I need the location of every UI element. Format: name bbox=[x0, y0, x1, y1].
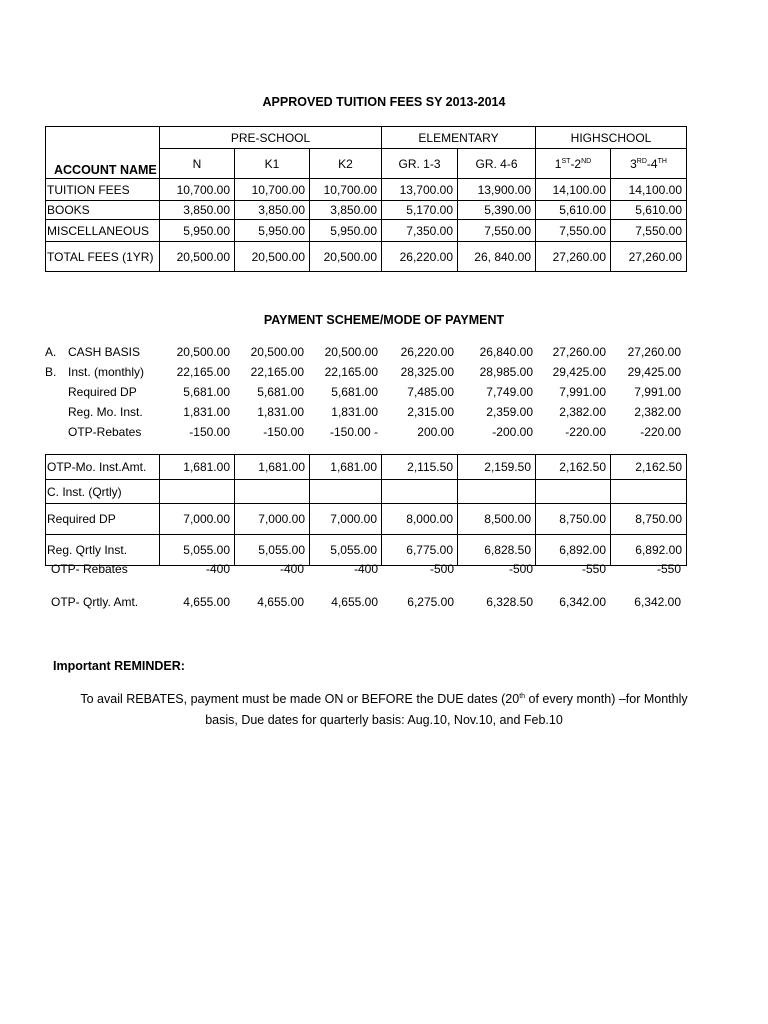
installment-table bbox=[45, 454, 687, 566]
table-cell: 6,892.00 bbox=[536, 535, 611, 566]
row-value: -550 bbox=[581, 562, 606, 576]
table-row bbox=[46, 480, 687, 504]
row-value: 200.00 bbox=[417, 425, 454, 439]
table-cell bbox=[458, 480, 536, 504]
table-cell: 10,700.00 bbox=[235, 179, 310, 201]
table-cell: 5,950.00 bbox=[235, 220, 310, 242]
row-value: 22,165.00 bbox=[324, 365, 378, 379]
table-cell bbox=[382, 480, 458, 504]
row-value: -400 bbox=[353, 562, 378, 576]
table-cell: 3,850.00 bbox=[235, 201, 310, 220]
row-prefix: A. bbox=[45, 345, 57, 359]
row-value: 27,260.00 bbox=[627, 345, 681, 359]
table-cell: 13,900.00 bbox=[458, 179, 536, 201]
table-cell bbox=[536, 480, 611, 504]
row-value: -220.00 bbox=[640, 425, 681, 439]
table-cell: 5,055.00 bbox=[235, 535, 310, 566]
row-prefix: B. bbox=[45, 365, 57, 379]
row-value: 6,328.50 bbox=[486, 595, 533, 609]
table-cell: 7,550.00 bbox=[611, 220, 687, 242]
table-cell: 1,681.00 bbox=[310, 455, 382, 480]
table-cell: 7,000.00 bbox=[310, 504, 382, 535]
row-value: 2,359.00 bbox=[486, 405, 533, 419]
row-label: Required DP bbox=[46, 504, 160, 535]
row-value: 28,325.00 bbox=[400, 365, 454, 379]
table-cell: 26, 840.00 bbox=[458, 242, 536, 272]
row-value: 2,315.00 bbox=[407, 405, 454, 419]
table-cell bbox=[310, 480, 382, 504]
row-label: Reg. Qrtly Inst. bbox=[46, 535, 160, 566]
row-value: 7,485.00 bbox=[407, 385, 454, 399]
level-header-hs-1: 1ST-2ND bbox=[536, 149, 611, 179]
table-row bbox=[46, 535, 687, 566]
table-cell: 7,350.00 bbox=[382, 220, 458, 242]
table-cell: 8,750.00 bbox=[611, 504, 687, 535]
row-value: -500 bbox=[508, 562, 533, 576]
row-value: 7,749.00 bbox=[486, 385, 533, 399]
table-row bbox=[46, 179, 687, 201]
row-label: OTP-Mo. Inst.Amt. bbox=[46, 455, 160, 480]
payment-scheme-title: PAYMENT SCHEME/MODE OF PAYMENT bbox=[263, 313, 505, 327]
level-header: K2 bbox=[310, 149, 382, 179]
table-row bbox=[46, 220, 687, 242]
table-cell: 5,610.00 bbox=[611, 201, 687, 220]
row-value: 2,382.00 bbox=[634, 405, 681, 419]
table-cell: 7,550.00 bbox=[458, 220, 536, 242]
group-header-preschool: PRE-SCHOOL bbox=[160, 127, 382, 149]
table-cell: 2,159.50 bbox=[458, 455, 536, 480]
row-value: -150.00 - bbox=[329, 425, 378, 439]
group-header-highschool: HIGHSCHOOL bbox=[536, 127, 687, 149]
row-label: Required DP bbox=[68, 385, 137, 399]
table-cell: 27,260.00 bbox=[536, 242, 611, 272]
table-cell: 8,500.00 bbox=[458, 504, 536, 535]
row-value: -500 bbox=[429, 562, 454, 576]
row-value: 26,220.00 bbox=[400, 345, 454, 359]
row-label: BOOKS bbox=[46, 201, 160, 220]
row-value: 5,681.00 bbox=[257, 385, 304, 399]
row-value: 29,425.00 bbox=[627, 365, 681, 379]
reminder-line-2: basis, Due dates for quarterly basis: Aug.10, Nov.10, and Feb.10 bbox=[205, 713, 563, 727]
level-header-hs-2: 3RD-4TH bbox=[611, 149, 687, 179]
table-cell: 1,681.00 bbox=[235, 455, 310, 480]
row-value: 20,500.00 bbox=[176, 345, 230, 359]
row-value: 6,342.00 bbox=[634, 595, 681, 609]
table-cell bbox=[235, 480, 310, 504]
row-label: CASH BASIS bbox=[68, 345, 141, 359]
table-cell: 14,100.00 bbox=[611, 179, 687, 201]
account-name-header: ACCOUNT NAME bbox=[54, 163, 157, 177]
table-cell bbox=[611, 480, 687, 504]
row-value: -400 bbox=[205, 562, 230, 576]
table-cell: 5,390.00 bbox=[458, 201, 536, 220]
table-cell: 3,850.00 bbox=[160, 201, 235, 220]
table-cell: 3,850.00 bbox=[310, 201, 382, 220]
row-value: 7,991.00 bbox=[559, 385, 606, 399]
row-label: OTP- Qrtly. Amt. bbox=[51, 595, 139, 609]
row-label: C. Inst. (Qrtly) bbox=[46, 480, 160, 504]
row-value: 5,681.00 bbox=[183, 385, 230, 399]
row-label: OTP-Rebates bbox=[68, 425, 142, 439]
table-cell: 7,550.00 bbox=[536, 220, 611, 242]
table-cell: 5,610.00 bbox=[536, 201, 611, 220]
row-value: -400 bbox=[279, 562, 304, 576]
row-value: -150.00 bbox=[263, 425, 304, 439]
table-row bbox=[46, 504, 687, 535]
row-value: 1,831.00 bbox=[331, 405, 378, 419]
table-cell: 6,828.50 bbox=[458, 535, 536, 566]
row-value: 26,840.00 bbox=[479, 345, 533, 359]
row-value: -550 bbox=[656, 562, 681, 576]
table-cell: 20,500.00 bbox=[160, 242, 235, 272]
fees-table bbox=[45, 126, 687, 272]
table-cell: 10,700.00 bbox=[160, 179, 235, 201]
row-label: TUITION FEES bbox=[46, 179, 160, 201]
row-value: 28,985.00 bbox=[479, 365, 533, 379]
table-row bbox=[46, 201, 687, 220]
row-label: OTP- Rebates bbox=[51, 562, 128, 576]
document-title: APPROVED TUITION FEES SY 2013-2014 bbox=[262, 95, 506, 109]
row-value: -200.00 bbox=[492, 425, 533, 439]
table-cell: 7,000.00 bbox=[160, 504, 235, 535]
table-row bbox=[46, 242, 687, 272]
row-value: 6,342.00 bbox=[559, 595, 606, 609]
row-value: -150.00 bbox=[189, 425, 230, 439]
row-label: Reg. Mo. Inst. bbox=[68, 405, 143, 419]
row-value: 4,655.00 bbox=[257, 595, 304, 609]
table-cell: 20,500.00 bbox=[235, 242, 310, 272]
table-cell: 6,775.00 bbox=[382, 535, 458, 566]
row-value: 6,275.00 bbox=[407, 595, 454, 609]
table-cell: 27,260.00 bbox=[611, 242, 687, 272]
row-value: 22,165.00 bbox=[250, 365, 304, 379]
table-cell: 2,115.50 bbox=[382, 455, 458, 480]
table-cell: 6,892.00 bbox=[611, 535, 687, 566]
level-header: GR. 1-3 bbox=[382, 149, 458, 179]
table-row bbox=[46, 455, 687, 480]
row-value: 29,425.00 bbox=[552, 365, 606, 379]
table-cell: 13,700.00 bbox=[382, 179, 458, 201]
table-cell: 20,500.00 bbox=[310, 242, 382, 272]
reminder-title: Important REMINDER: bbox=[53, 659, 185, 673]
table-cell: 2,162.50 bbox=[611, 455, 687, 480]
row-value: 27,260.00 bbox=[552, 345, 606, 359]
row-label: TOTAL FEES (1YR) bbox=[46, 242, 160, 272]
table-cell: 5,055.00 bbox=[160, 535, 235, 566]
reminder-line-1: To avail REBATES, payment must be made ON or BEFORE the DUE dates (20th of every month) –for Monthly bbox=[80, 692, 688, 706]
row-label: MISCELLANEOUS bbox=[46, 220, 160, 242]
table-cell: 7,000.00 bbox=[235, 504, 310, 535]
level-header: N bbox=[160, 149, 235, 179]
table-cell: 8,750.00 bbox=[536, 504, 611, 535]
level-header: GR. 4-6 bbox=[458, 149, 536, 179]
table-cell: 26,220.00 bbox=[382, 242, 458, 272]
table-cell: 5,950.00 bbox=[310, 220, 382, 242]
row-value: 20,500.00 bbox=[250, 345, 304, 359]
table-cell bbox=[160, 480, 235, 504]
row-value: -220.00 bbox=[565, 425, 606, 439]
table-cell: 5,170.00 bbox=[382, 201, 458, 220]
table-cell: 5,950.00 bbox=[160, 220, 235, 242]
row-value: 22,165.00 bbox=[176, 365, 230, 379]
row-value: 7,991.00 bbox=[634, 385, 681, 399]
row-value: 4,655.00 bbox=[331, 595, 378, 609]
row-value: 20,500.00 bbox=[324, 345, 378, 359]
table-cell: 2,162.50 bbox=[536, 455, 611, 480]
table-cell: 10,700.00 bbox=[310, 179, 382, 201]
row-value: 1,831.00 bbox=[257, 405, 304, 419]
row-value: 4,655.00 bbox=[183, 595, 230, 609]
row-label: Inst. (monthly) bbox=[68, 365, 145, 379]
table-cell: 8,000.00 bbox=[382, 504, 458, 535]
group-header-elementary: ELEMENTARY bbox=[382, 127, 536, 149]
level-header: K1 bbox=[235, 149, 310, 179]
row-value: 1,831.00 bbox=[183, 405, 230, 419]
table-cell: 1,681.00 bbox=[160, 455, 235, 480]
row-value: 2,382.00 bbox=[559, 405, 606, 419]
row-value: 5,681.00 bbox=[331, 385, 378, 399]
table-cell: 14,100.00 bbox=[536, 179, 611, 201]
table-cell: 5,055.00 bbox=[310, 535, 382, 566]
